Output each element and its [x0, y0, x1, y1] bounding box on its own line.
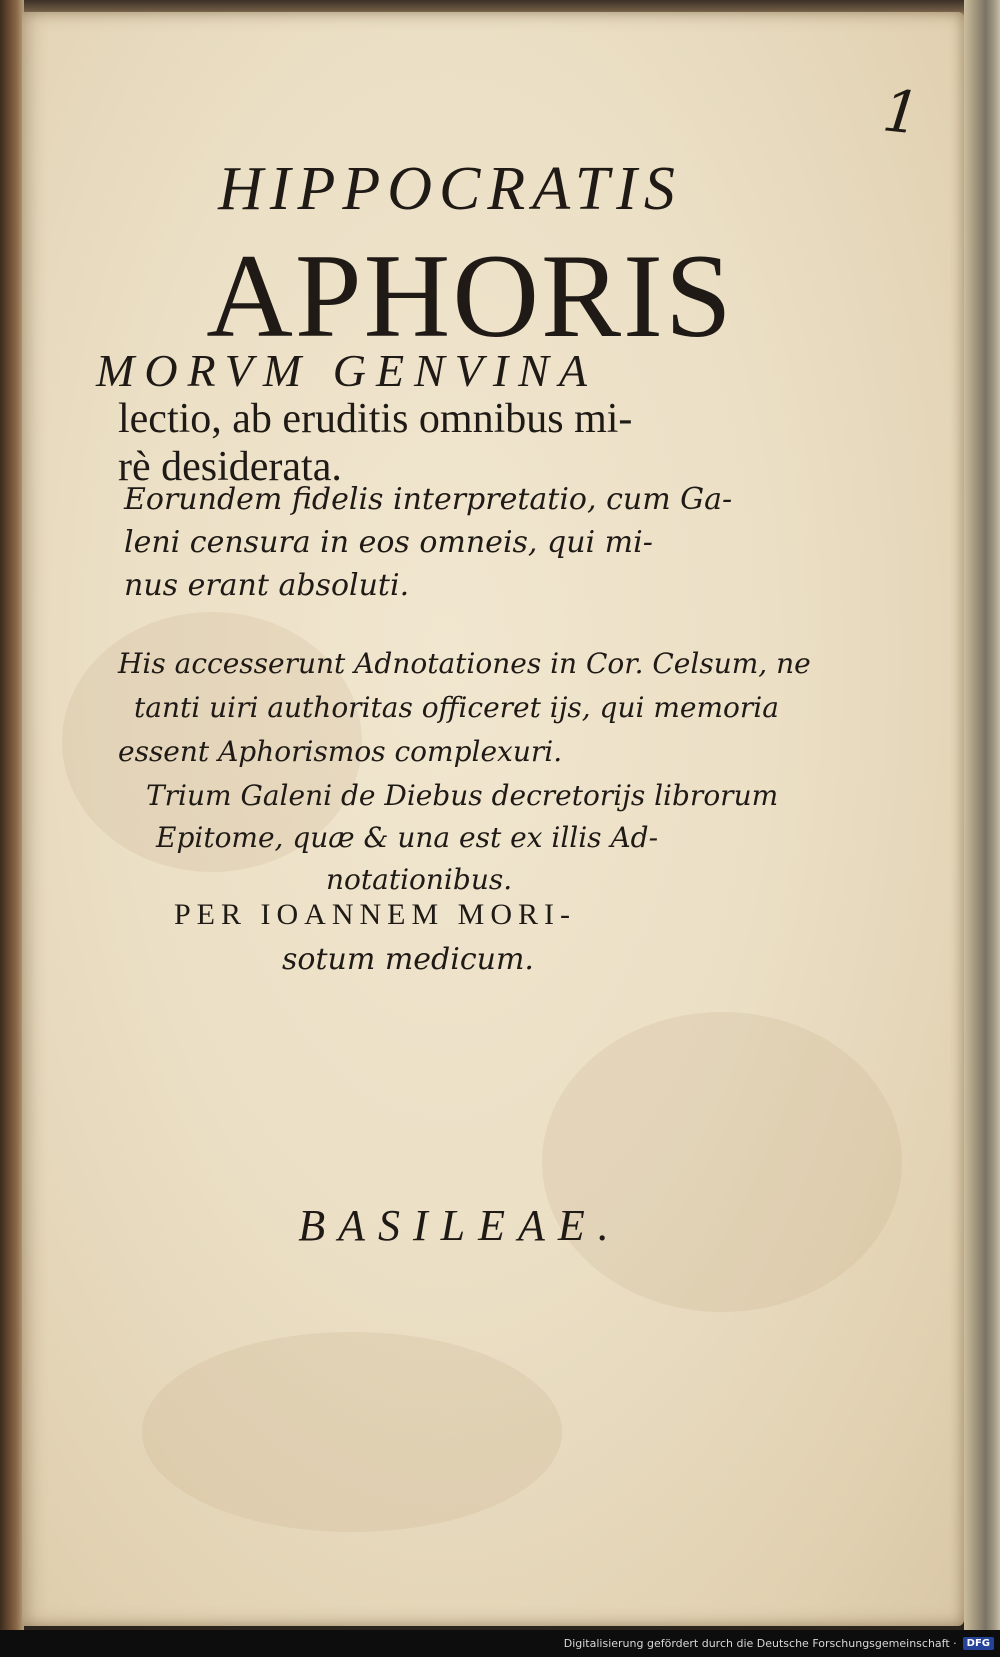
paper-stain: [142, 1332, 562, 1532]
title-line-3: MORVM GENVINA: [96, 345, 597, 396]
title-line-1: HIPPOCRATIS: [218, 155, 682, 223]
adnotationes-block: [118, 642, 811, 774]
interpretatio-line: nus erant absoluti.: [124, 568, 410, 603]
digitization-footer: [0, 1630, 1000, 1657]
epitome-line: Trium Galeni de Diebus decretorijs librorum: [146, 779, 779, 812]
book-binding-edge: [0, 0, 24, 1630]
adnotationes-line: essent Aphorismos complexuri.: [118, 735, 563, 768]
title-line-2: APHORIS: [206, 229, 734, 362]
folio-number: 1: [879, 76, 924, 148]
subtitle-line: lectio, ab eruditis omnibus mi-: [118, 396, 633, 442]
interpretatio-block: [124, 478, 764, 607]
adnotationes-line: His accesserunt Adnotationes in Cor. Celsum, ne: [118, 647, 811, 680]
book-fore-edge: [964, 0, 1000, 1630]
footer-credit: Digitalisierung gefördert durch die Deutsche Forschungsgemeinschaft ·: [563, 1637, 957, 1650]
dfg-logo: DFG: [963, 1637, 994, 1650]
subtitle-block: [118, 395, 758, 491]
epitome-block: [146, 775, 786, 901]
interpretatio-line: Eorundem fidelis interpretatio, cum Ga-: [124, 482, 733, 517]
epitome-line: Epitome, quæ & una est ex illis Ad-: [156, 821, 659, 854]
author-line-1: PER IOANNEM MORI-: [174, 898, 576, 931]
interpretatio-line: leni censura in eos omneis, qui mi-: [124, 525, 653, 560]
adnotationes-line: tanti uiri authoritas officeret ijs, qui memoria: [134, 691, 779, 724]
epitome-line: notationibus.: [326, 863, 513, 896]
subtitle-line: rè desiderata.: [118, 444, 342, 490]
author-line-2: sotum medicum.: [282, 942, 534, 977]
paper-stain: [542, 1012, 902, 1312]
imprint-place: BASILEAE.: [298, 1201, 622, 1250]
